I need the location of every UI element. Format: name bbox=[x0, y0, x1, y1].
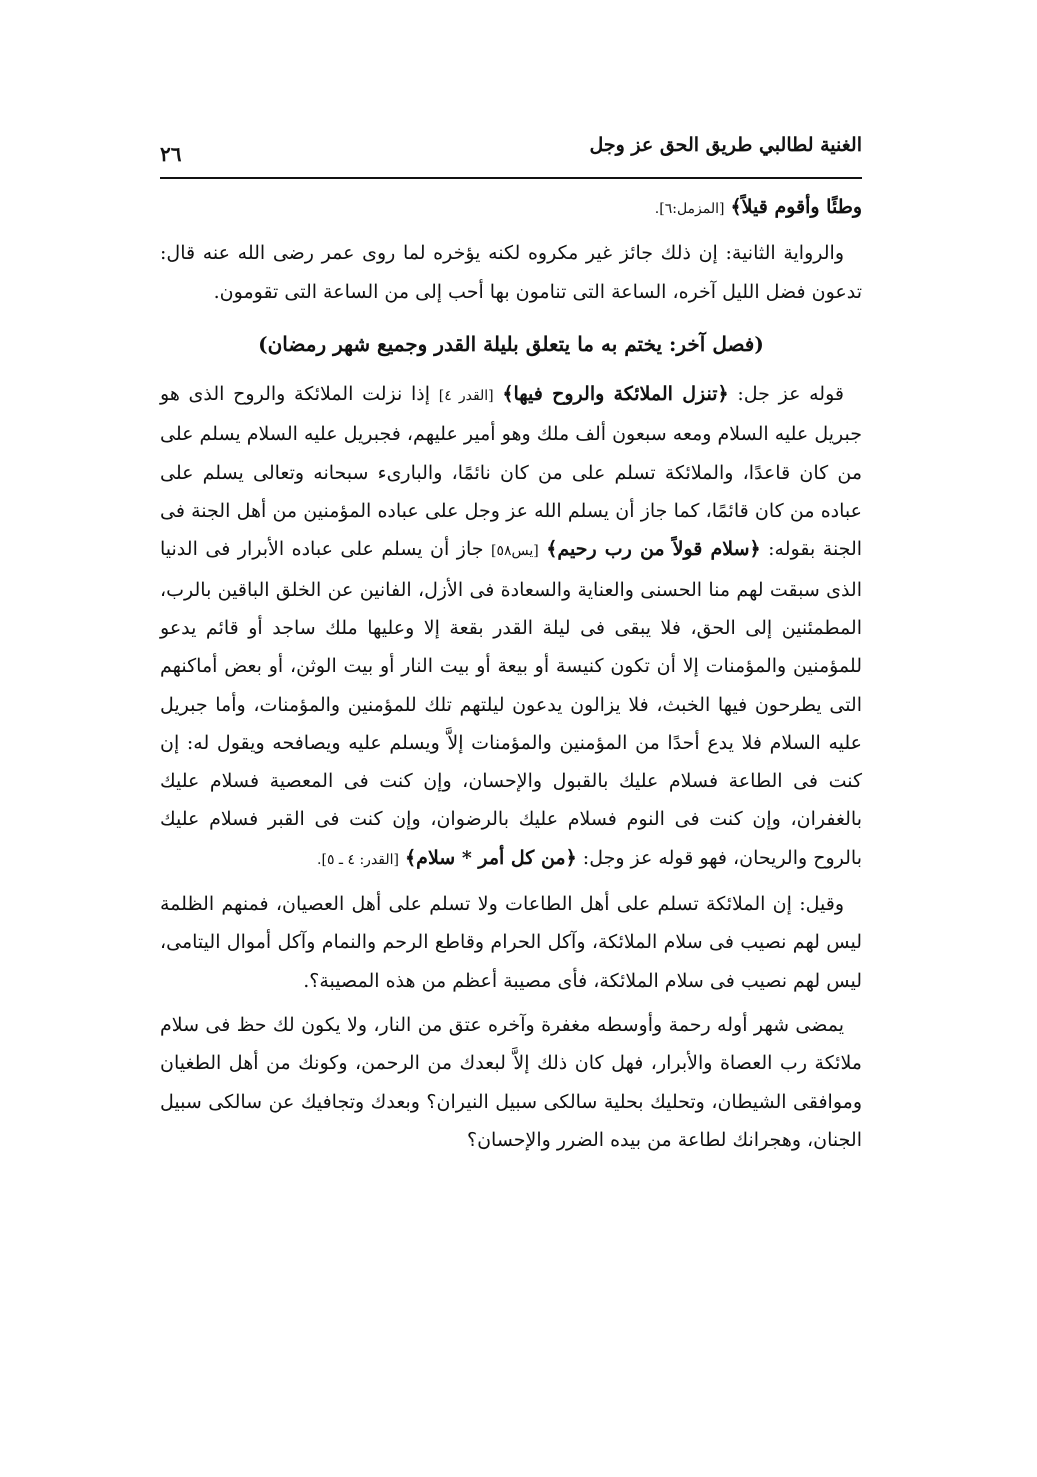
main-citation-2: [يس٥٨] bbox=[491, 543, 539, 560]
section-heading: (فصل آخر: يختم به ما يتعلق بليلة القدر وجميع شهر رمضان) bbox=[258, 331, 764, 356]
paragraph-yamdi: يمضى شهر أوله رحمة وأوسطه مغفرة وآخره عتق من النار، ولا يكون لك حظ فى سلام ملائكة رب العصاة والأبرار، فهل كان ذلك إلاَّ لبعدك من الرحمن، وكونك من أهل الطغيان وموافقى الشيطان، وتحليك بحلية سالكى سبيل النيران؟ وبعدك وتجافيك عن سالكى سبيل الجنان، وهجرانك لطاعة من بيده الضرر والإحسان؟ bbox=[160, 1013, 862, 1151]
main-verse-1: ﴿تنزل الملائكة والروح فيها﴾ bbox=[502, 383, 729, 406]
main-verse-3: ﴿من كل أمر * سلام﴾ bbox=[405, 846, 577, 869]
header-title: الغنية لطالبي طريق الحق عز وجل bbox=[589, 134, 862, 156]
opening-line bbox=[160, 188, 862, 228]
main-verse-2: ﴿سلام قولاً من رب رحيم﴾ bbox=[546, 538, 761, 561]
header-divider bbox=[160, 177, 862, 179]
main-text-2: جاز أن يسلم على عباده الأبرار فى الدنيا الذى سبقت لهم منا الحسنى والعناية والسعادة فى الأزل، الفانين عن الخلق الباقين بالرب، المطمئنين إلى الحق، فلا يبقى فى ليلة القدر بقعة إلا وعليها ملك ساجد أو قائم يدعو للمؤمنين والمؤمنات إلا أن تكون كنيسة أو بيعة أو بيت النار أو بيت الوثن، أو بعض أماكنهم التى يطرحون فيها الخبث، فلا يزالون يدعون ليلتهم تلك للمؤمنين والمؤمنات، وأما جبريل عليه السلام فلا يدع أحدًا من المؤمنين والمؤمنات إلاَّ ويسلم عليه ويصافحه ويقول له: إن كنت فى الطاعة فسلام عليك بالقبول والإحسان، وإن كنت فى المعصية فسلام عليك بالغفران، وإن كنت فى النوم فسلام عليك بالرضوان، وإن كنت فى القبر فسلام عليك بالروح والريحان، فهو قوله عز وجل: bbox=[160, 538, 862, 869]
paragraph-main bbox=[160, 375, 862, 879]
main-intro: قوله عز جل: bbox=[737, 383, 844, 406]
opening-verse: وطئًا وأقوم قيلاً﴾ bbox=[730, 196, 862, 218]
main-citation-1: [القدر ٤] bbox=[438, 388, 494, 405]
page-body bbox=[160, 188, 862, 1159]
main-citation-3: [القدر: ٤ ـ ٥]. bbox=[317, 851, 399, 868]
paragraph-qila: وقيل: إن الملائكة تسلم على أهل الطاعات ولا تسلم على أهل العصيان، فمنهم الظلمة ليس لهم نصيب فى سلام الملائكة، وآكل الحرام وقاطع الرحم والنمام وآكل أموال اليتامى، ليس لهم نصيب فى سلام الملائكة، فأى مصيبة أعظم من هذه المصيبة؟. bbox=[160, 893, 862, 992]
opening-citation: [المزمل:٦]. bbox=[654, 201, 725, 217]
page-number: ٢٦ bbox=[160, 142, 182, 166]
paragraph-riwaya: والرواية الثانية: إن ذلك جائز غير مكروه لكنه يؤخره لما روى عمر رضى الله عنه قال: تدعون فضل الليل آخره، الساعة التى تنامون بها أحب إلى من الساعة التى تقومون. bbox=[160, 242, 862, 303]
main-text-1: إذا نزلت الملائكة والروح الذى هو جبريل عليه السلام ومعه سبعون ألف ملك وهو أمير عليهم، فجبريل عليه السلام يسلم على من كان قاعدًا، والملائكة تسلم على من كان نائمًا، والبارىء سبحانه وتعالى يسلم على عباده من كان قائمًا، كما جاز أن يسلم الله عز وجل على عباده المؤمنين من أهل الجنة فى الجنة بقوله: bbox=[160, 383, 863, 561]
running-header bbox=[160, 128, 862, 180]
